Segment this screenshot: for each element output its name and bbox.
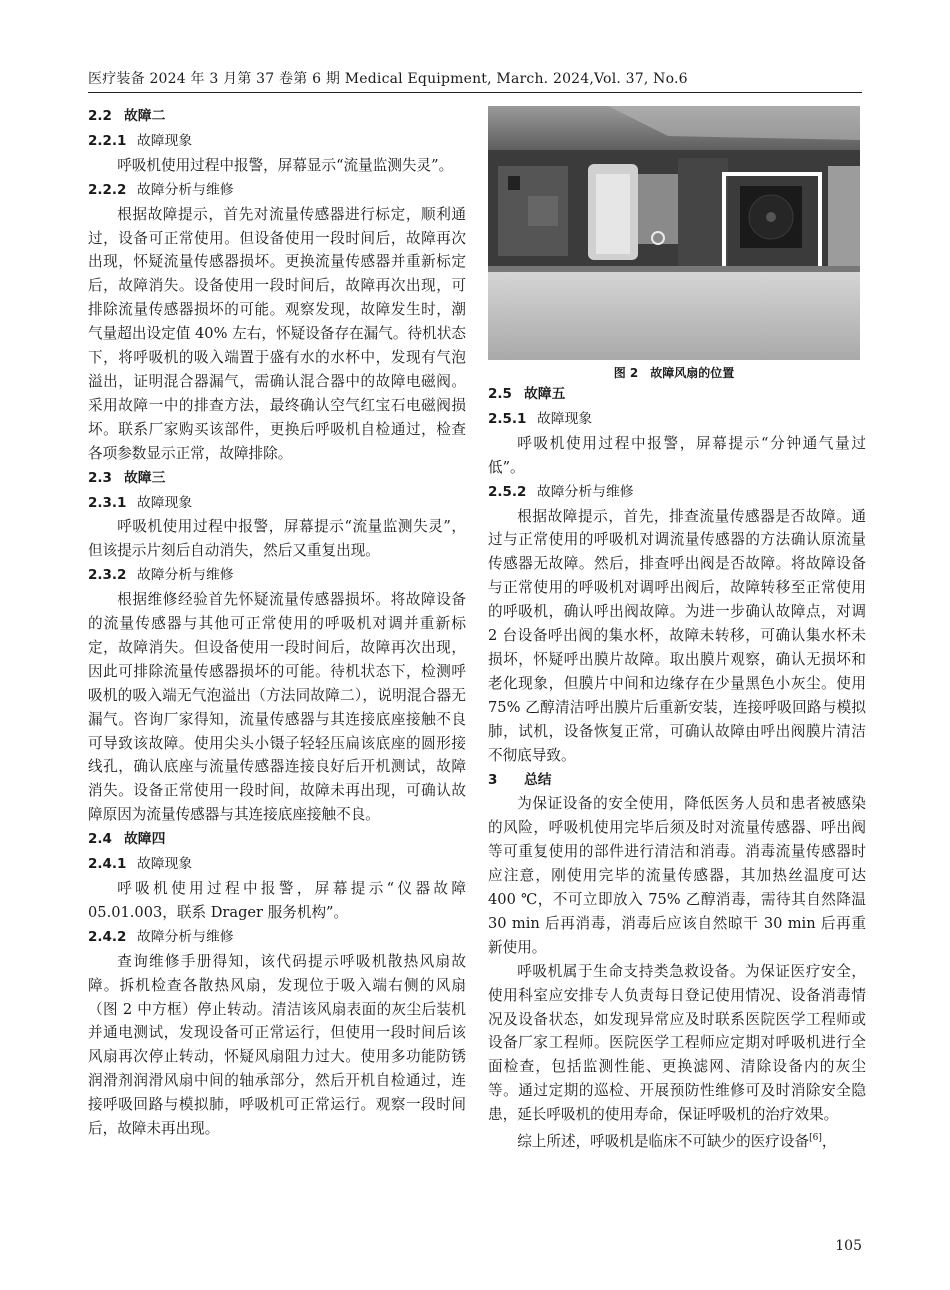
subsection-title: 故障分析与维修 xyxy=(137,567,234,584)
section-heading xyxy=(88,827,466,852)
section-title: 故障二 xyxy=(124,108,166,124)
subsection-title: 故障现象 xyxy=(537,410,593,427)
subsection-number: 2.2.1 xyxy=(88,132,127,149)
subsection-heading xyxy=(88,129,466,154)
paragraph xyxy=(488,1127,866,1154)
paragraph: 为保证设备的安全使用，降低医务人员和患者被感染的风险，呼吸机使用完毕后须及时对流量传感器、呼出阀等可重复使用的部件进行清洁和消毒。消毒流量传感器时应注意，刚使用完毕的流量传感器，其加热丝温度可达 400 ℃，不可立即放入 75% 乙醇消毒，需待其自然降温 30 min 后再消毒，消毒后应该自然晾干 30 min 后再重新使用。 xyxy=(488,795,866,956)
subsection-number: 2.3.1 xyxy=(88,494,127,511)
section-title: 总结 xyxy=(524,771,552,788)
section-heading xyxy=(88,466,466,491)
paragraph: 根据故障提示，首先对流量传感器进行标定，顺利通过，设备可正常使用。但设备使用一段时间后，故障再次出现，怀疑流量传感器损坏。更换流量传感器并重新标定后，故障消失。设备使用一段时间后，故障再次出现，可排除流量传感器损坏的可能。观察发现，故障发生时，潮气量超出设定值 40% 左右，怀疑设备存在漏气。待机状态下，将呼吸机的吸入端置于盛有水的水杯中，发现有气泡溢出，证明混合器漏气，需确认混合器中的故障电磁阀。采用故障一中的排查方法，最终确认空气红宝石电磁阀损坏。联系厂家购买该部件，更换后呼吸机自检通过，检查各项参数显示正常，故障排除。 xyxy=(88,205,466,462)
citation-ref: [6] xyxy=(809,1133,822,1144)
paragraph: 呼吸机使用过程中报警，屏幕显示“流量监测失灵”。 xyxy=(117,156,454,174)
section-title: 故障五 xyxy=(524,386,566,402)
subsection-title: 故障分析与维修 xyxy=(137,181,234,198)
right-column xyxy=(488,382,866,1154)
section-heading xyxy=(488,382,866,407)
paragraph: 呼吸机使用过程中报警，屏幕提示“仪器故障05.01.003，联系 Drager 服务机构”。 xyxy=(88,880,466,921)
paragraph-tail: ， xyxy=(821,1132,837,1150)
subsection-title: 故障现象 xyxy=(137,856,193,873)
subsection-title: 故障分析与维修 xyxy=(537,483,634,500)
subsection-heading xyxy=(88,563,466,588)
fan-photo-illustration xyxy=(488,106,860,360)
subsection-number: 2.4.2 xyxy=(88,928,127,945)
subsection-heading xyxy=(488,480,866,505)
section-title: 故障三 xyxy=(124,469,166,486)
section-number: 3 xyxy=(488,771,498,788)
subsection-number: 2.4.1 xyxy=(88,856,127,873)
subsection-heading xyxy=(88,852,466,877)
journal-header: 医疗装备 2024 年 3 月第 37 卷第 6 期 Medical Equipment, March. 2024,Vol. 37, No.6 xyxy=(88,71,688,87)
figure-2-photo xyxy=(488,106,860,360)
subsection-heading xyxy=(88,925,466,950)
subsection-heading xyxy=(88,178,466,203)
subsection-heading xyxy=(88,491,466,516)
subsection-number: 2.5.2 xyxy=(488,483,527,500)
subsection-number: 2.2.2 xyxy=(88,181,127,198)
figure-caption: 图 2 故障风扇的位置 xyxy=(613,366,735,380)
paragraph: 呼吸机使用过程中报警，屏幕提示“流量监测失灵”，但该提示片刻后自动消失，然后又重复出现。 xyxy=(88,518,466,560)
paragraph: 查询维修手册得知，该代码提示呼吸机散热风扇故障。拆机检查各散热风扇，发现位于吸入端右侧的风扇（图 2 中方框）停止转动。清洁该风扇表面的灰尘后装机并通电测试，发现设备可正常运行，但使用一段时间后该风扇再次停止转动，怀疑风扇阻力过大。使用多功能防锈润滑剂润滑风扇中间的轴承部分，然后开机自检通过，连接呼吸回路与模拟肺，呼吸机可正常运行。观察一段时间后，故障未再出现。 xyxy=(88,952,466,1138)
section-number: 2.2 xyxy=(88,108,112,124)
subsection-heading xyxy=(488,407,866,432)
subsection-number: 2.5.1 xyxy=(488,410,527,427)
page-number: 105 xyxy=(835,1238,862,1254)
paragraph: 根据故障提示，首先，排查流量传感器是否故障。通过与正常使用的呼吸机对调流量传感器的方法确认原流量传感器无故障。然后，排查呼出阀是否故障。将故障设备与正常使用的呼吸机对调呼出阀后，故障转移至正常使用的呼吸机，确认呼出阀故障。为进一步确认故障点，对调 2 台设备呼出阀的集水杯，故障未转移，可确认集水杯未损坏，怀疑呼出膜片故障。取出膜片观察，确认无损坏和老化现象，但膜片中间和边缘存在少量黑色小灰尘。使用 75% 乙醇清洁呼出膜片后重新安装，连接呼吸回路与模拟肺，试机，设备恢复正常，可确认故障由呼出阀膜片清洁不彻底导致。 xyxy=(488,507,866,764)
section-heading xyxy=(88,104,466,129)
paragraph: 根据维修经验首先怀疑流量传感器损坏。将故障设备的流量传感器与其他可正常使用的呼吸机对调并重新标定，故障消失。但设备使用一段时间后，故障再次出现，因此可排除流量传感器损坏的可能。待机状态下，检测呼吸机的吸入端无气泡溢出（方法同故障二），说明混合器无漏气。咨询厂家得知，流量传感器与其连接底座接触不良可导致该故障。使用尖头小镊子轻轻压扁该底座的圆形接线孔，确认底座与流量传感器连接良好后开机测试，故障消失。设备正常使用一段时间，故障未再出现，可确认故障原因为流量传感器与其连接底座接触不良。 xyxy=(88,591,466,824)
paragraph-text: 综上所述，呼吸机是临床不可缺少的医疗设备 xyxy=(517,1132,810,1150)
subsection-title: 故障现象 xyxy=(137,132,193,149)
subsection-title: 故障现象 xyxy=(137,494,193,511)
section-title: 故障四 xyxy=(124,831,166,848)
paragraph: 呼吸机属于生命支持类急救设备。为保证医疗安全，使用科室应安排专人负责每日登记使用情况、设备消毒情况及设备状态，如发现异常应及时联系医院医学工程师或设备厂家工程师。医院医学工程师应定期对呼吸机进行全面检查，包括监测性能、更换滤网、清除设备内的灰尘等。通过定期的巡检、开展预防性维修可及时消除安全隐患，延长呼吸机的使用寿命，保证呼吸机的治疗效果。 xyxy=(488,962,866,1124)
section-number: 2.3 xyxy=(88,469,112,486)
header-rule xyxy=(88,92,862,93)
subsection-number: 2.3.2 xyxy=(88,567,127,584)
section-number: 2.5 xyxy=(488,386,512,402)
section-heading xyxy=(488,768,866,793)
left-column xyxy=(88,104,466,1141)
subsection-title: 故障分析与维修 xyxy=(137,928,234,945)
section-number: 2.4 xyxy=(88,831,112,848)
paragraph: 呼吸机使用过程中报警，屏幕提示“分钟通气量过低”。 xyxy=(488,434,866,476)
